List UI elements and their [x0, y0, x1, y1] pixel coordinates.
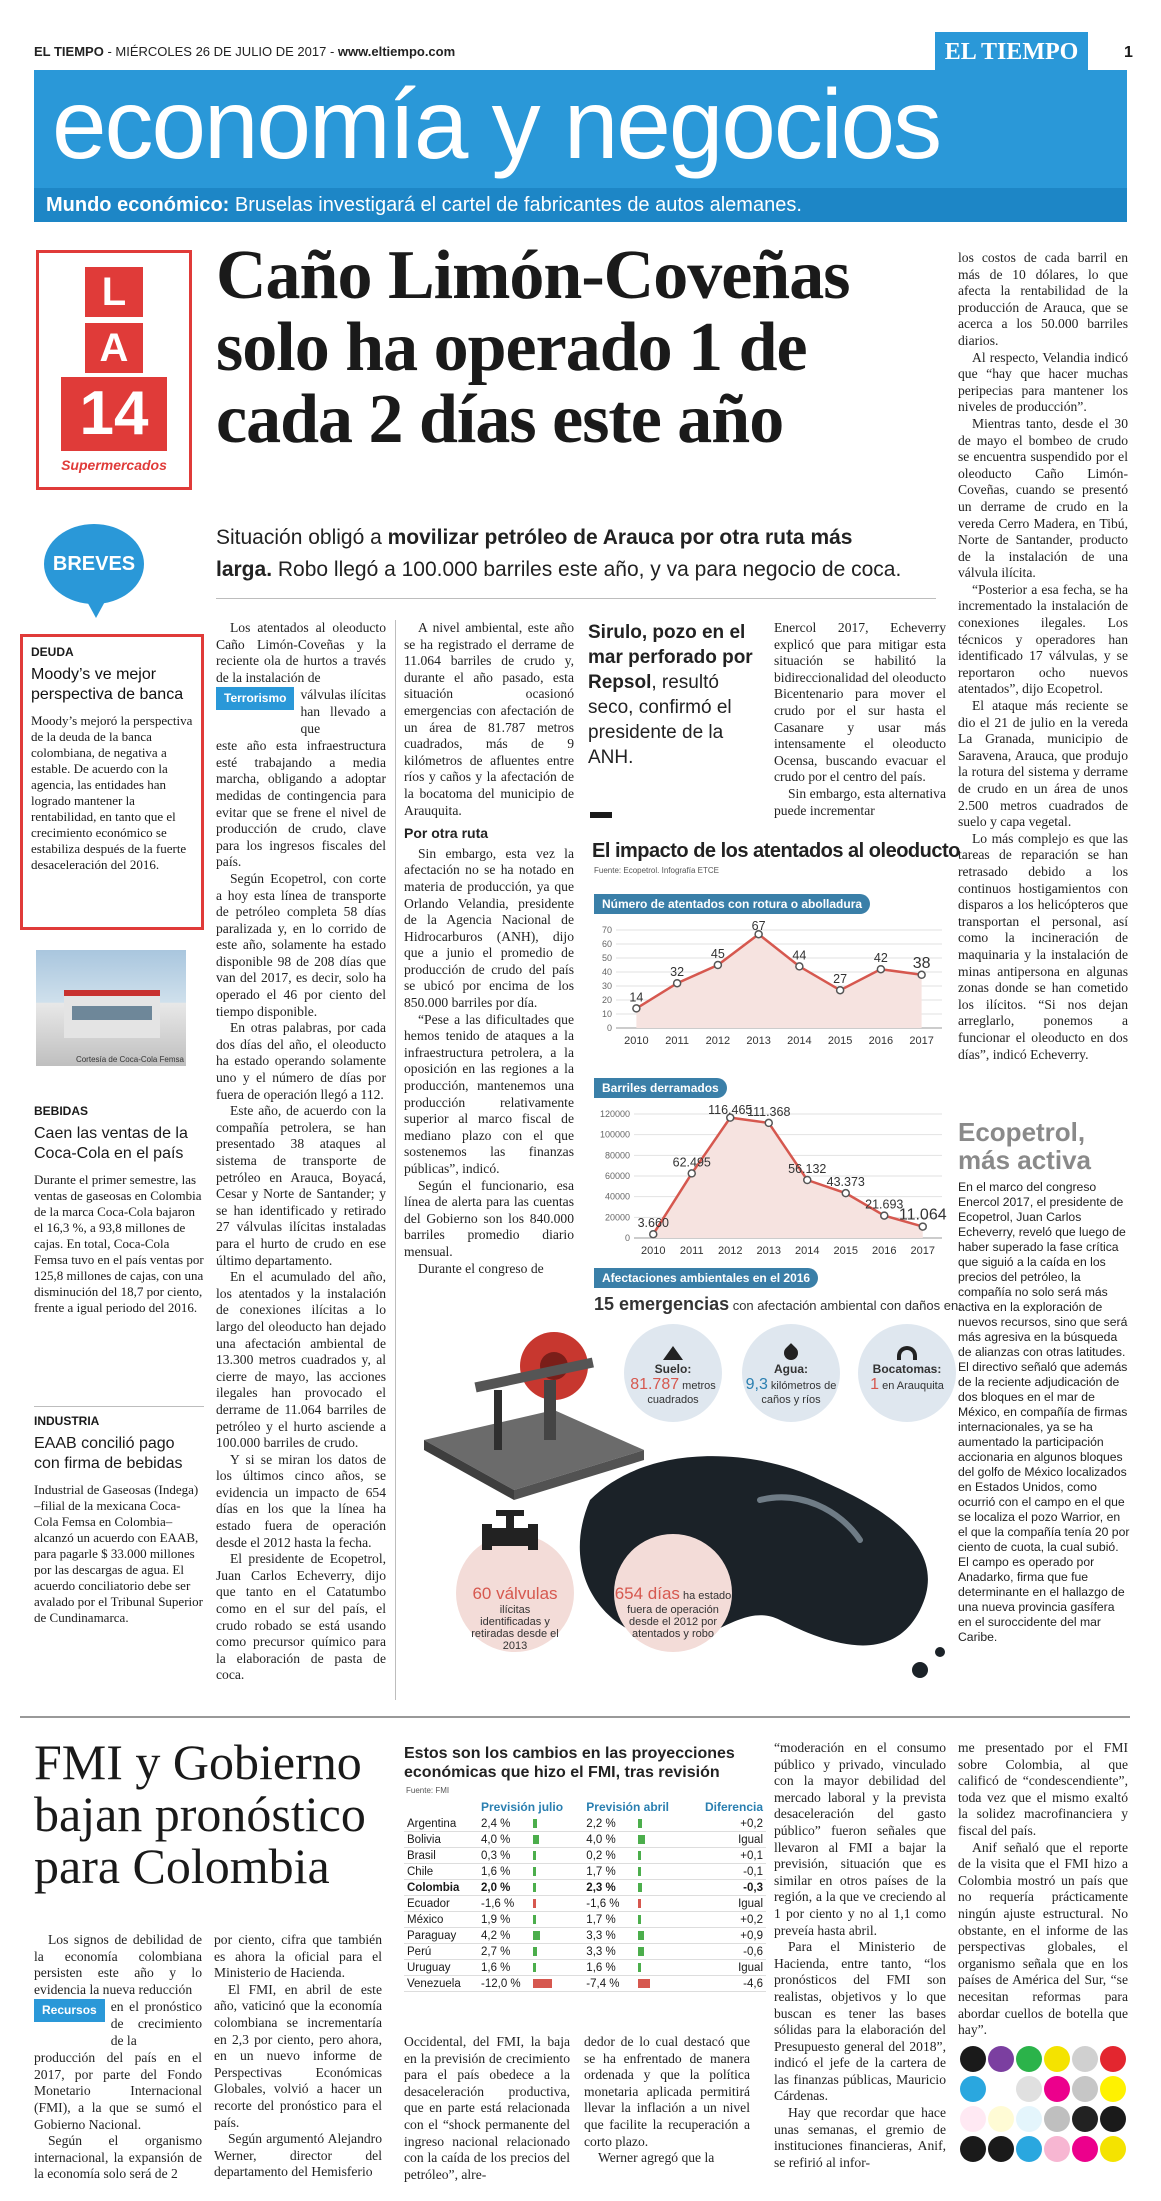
infographic-title: El impacto de los atentados al oleoducto — [592, 840, 960, 862]
value-cell: 0,2 % — [583, 1848, 689, 1864]
data-label: 42 — [873, 951, 888, 966]
breve-title: Moody’s ve mejor perspectiva de banca — [31, 666, 184, 703]
oil-spill-illustration — [560, 1440, 950, 1690]
fmi-headline-2: bajan pronóstico — [34, 1786, 366, 1842]
value-cell: 1,6 % — [583, 1960, 689, 1976]
paragraph: Enercol 2017, Echeverry explicó que para mitigar esta situación se habilitó la bidireccionalidad del oleoducto Bicentenario para mover el crudo por el sur hasta el Casanare y usar más intensamente el oleoducto Ocensa, buscando evacuar el crudo por el centro del país. — [774, 620, 946, 785]
env-count: 15 emergencias — [594, 1294, 730, 1314]
value-cell: -1,6 % — [478, 1896, 583, 1912]
masthead-site[interactable]: www.eltiempo.com — [337, 44, 456, 59]
country-cell: Ecuador — [404, 1896, 478, 1912]
deck-part-b: movilizar petróleo de Arauca por otra ruta más — [387, 526, 853, 549]
country-cell: Paraguay — [404, 1928, 478, 1944]
x-tick-label: 2017 — [910, 1245, 935, 1257]
value-cell: 1,9 % — [478, 1912, 583, 1928]
paragraph: Para el Ministerio de Hacienda, entre tanto, “los pronósticos del FMI son realistas, objetivos y lo que buscan es tener las bases sólidas para la elaboración del Presupuesto general del 2018”, indicó el jefe de la cartera de las finanzas públicas, Mauricio Cárdenas. — [774, 1939, 946, 2104]
paragraph: Sin embargo, esta vez la afectación no se ha notado en materia de producción, ya que Orlando Velandia, presidente de la Agencia Nacional de Hidrocarburos (ANH), dijo que a junio el promedio de producción de crudo del país se ubicó por encima de los 850.000 barriles por día. — [404, 845, 574, 1011]
pipe-icon — [897, 1346, 917, 1360]
value-bar — [533, 1915, 536, 1924]
country-cell: México — [404, 1912, 478, 1928]
table-header — [404, 1798, 478, 1816]
value-bar — [533, 1899, 536, 1908]
x-tick-label: 2015 — [827, 1035, 853, 1047]
data-point — [918, 971, 925, 978]
value-cell: 2,2 % — [583, 1816, 689, 1832]
data-label: 14 — [629, 990, 644, 1005]
country-cell: Chile — [404, 1864, 478, 1880]
data-label: 67 — [751, 920, 766, 933]
valve-icon — [480, 1510, 540, 1566]
water-drop-icon — [781, 1343, 801, 1363]
subhead-otra-ruta: Por otra ruta — [404, 825, 489, 842]
value-cell: 4,0 % — [583, 1832, 689, 1848]
breves-item-deuda[interactable] — [20, 634, 204, 930]
value-bar — [638, 1931, 643, 1940]
y-tick-label: 60 — [601, 939, 612, 949]
x-tick-label: 2016 — [868, 1035, 894, 1047]
la14-number: 14 — [61, 377, 167, 451]
breves-item-bebidas[interactable] — [34, 1104, 204, 1316]
y-tick-label: 40 — [601, 967, 612, 977]
table-row — [404, 1912, 766, 1928]
y-tick-label: 0 — [624, 1233, 630, 1243]
la14-ad[interactable] — [36, 250, 192, 490]
data-label: 43.373 — [826, 1175, 865, 1190]
paragraph: Durante el congreso de — [418, 1260, 544, 1276]
value-cell: 1,6 % — [478, 1960, 583, 1976]
value-cell: 1,6 % — [478, 1864, 583, 1880]
fmi-column-5 — [958, 1740, 1128, 2039]
coca-cola-photo — [36, 950, 186, 1066]
value-cell: -12,0 % — [478, 1976, 583, 1992]
value-bar — [638, 1979, 650, 1988]
value-cell: Igual — [689, 1896, 766, 1912]
y-tick-label: 10 — [601, 1009, 612, 1019]
breve-text: Durante el primer semestre, las ventas de gaseosas en Colombia de la marca Coca-Cola bajaron el 16,3 %, a 93,8 millones de cajas. En total, Coca-Cola Femsa tuvo en el país ventas por 125,8 millones de cajas, con una disminución del 18,7 por ciento, frente a igual periodo del 2016. — [34, 1172, 204, 1315]
value-cell: +0,2 — [689, 1816, 766, 1832]
country-cell: Bolivia — [404, 1832, 478, 1848]
country-cell: Venezuela — [404, 1976, 478, 1992]
value-cell: 2,7 % — [478, 1944, 583, 1960]
valvulas-stat — [456, 1584, 574, 1652]
page-number: 1 — [1124, 44, 1133, 61]
tag-terrorismo[interactable]: Terrorismo — [216, 687, 294, 710]
value-cell: +0,2 — [689, 1912, 766, 1928]
value-cell: 2,4 % — [478, 1816, 583, 1832]
bocatoma-title: Bocatomas: — [872, 1362, 942, 1376]
paragraph: “Pese a las dificultades que hemos tenido de ataques a la infraestructura petrolera, a la oposición en las regiones a la producción, mantenemos una producción relativamente superior al marco fiscal de mediano plazo con el que sostenemos las finanzas públicas”, indicó. — [404, 1011, 574, 1176]
x-tick-label: 2012 — [718, 1245, 743, 1257]
value-cell: +0,9 — [689, 1928, 766, 1944]
main-column-2 — [404, 620, 574, 1277]
table-row — [404, 1976, 766, 1992]
table-row — [404, 1896, 766, 1912]
paragraph: Occidental, del FMI, la baja en la previsión de crecimiento para el país obedece a la desaceleración productiva, que en parte está relacionada con el “shock permanente del ingreso nacional relacionado con la caída de los precios del petróleo”, alre- — [404, 2034, 570, 2182]
masthead-date: - MIÉRCOLES 26 DE JULIO DE 2017 - — [103, 44, 338, 59]
paragraph: A nivel ambiental, este año se ha registrado el derrame de 11.064 barriles de crudo y, durante el año pasado, esta situación ocasionó emergencias con afectación de un área de 81.787 metros cuadrados, más de 9 kilómetros de afluentes entre ríos y caños y la afectación de la bocatoma del municipio de Arauquita. — [404, 620, 574, 818]
value-bar — [533, 1963, 536, 1972]
data-label: 38 — [912, 954, 931, 972]
paragraph: en el pronóstico de crecimiento de la — [110, 1999, 202, 2048]
country-cell: Brasil — [404, 1848, 478, 1864]
y-tick-label: 20000 — [604, 1212, 630, 1223]
x-tick-label: 2013 — [756, 1245, 781, 1257]
agua-value: 9,3 — [745, 1376, 768, 1393]
color-registration-marks — [956, 2046, 1134, 2196]
subline-text[interactable]: Bruselas investigará el cartel de fabricantes de autos alemanes. — [234, 194, 802, 216]
x-tick-label: 2012 — [705, 1035, 731, 1047]
data-label: 27 — [833, 972, 848, 987]
data-point — [688, 1170, 695, 1177]
value-bar — [533, 1947, 537, 1956]
paragraph: Anif señaló que el reporte de la visita que el FMI hizo a Colombia mostró un país que no requería prácticamente ningún ajuste estructural. No obstante, en el informe de las perspectivas globales, el organismo señala que en los países de América del Sur, “se necesitan reformas para abordar cuellos de botella que hay”. — [958, 1839, 1128, 2038]
section-divider — [20, 1716, 1130, 1718]
value-cell: 2,0 % — [478, 1880, 583, 1896]
y-tick-label: 80000 — [604, 1150, 630, 1161]
suelo-icon — [663, 1346, 683, 1360]
data-label: 62.495 — [672, 1155, 711, 1170]
fmi-table — [404, 1798, 766, 1992]
chart1-label: Número de atentados con rotura o abolladura — [594, 894, 870, 914]
data-label: 3.660 — [637, 1216, 669, 1231]
tag-recursos[interactable]: Recursos — [34, 1999, 105, 2022]
x-tick-label: 2010 — [624, 1035, 649, 1047]
y-tick-label: 30 — [601, 981, 612, 991]
breves-badge-tail — [84, 596, 108, 618]
value-cell: -0,6 — [689, 1944, 766, 1960]
paragraph: Según Ecopetrol, con corte a hoy esta línea de transporte de petróleo completa 58 días paralizada y, en lo corrido de este año, solamente ha estado disponible 98 de 208 días que van del 2017, es decir, solo ha operado el 46 por ciento del tiempo disponible. — [216, 870, 386, 1019]
value-cell: -0,1 — [689, 1864, 766, 1880]
y-tick-label: 60000 — [604, 1171, 630, 1181]
paragraph: Y si se miran los datos de los últimos cinco años, se evidencia un impacto de 654 días en los que la línea ha estado fuera de operación desde el 2012 hasta la fecha. — [216, 1451, 386, 1550]
x-tick-label: 2010 — [641, 1245, 666, 1257]
headline-line-1: Caño Limón-Coveñas — [216, 237, 850, 314]
fmi-column-2 — [214, 1932, 382, 2181]
data-label: 111.368 — [747, 1104, 791, 1119]
table-header: Previsión abril — [586, 1800, 669, 1814]
value-cell: Igual — [689, 1960, 766, 1976]
y-tick-label: 70 — [601, 925, 612, 935]
valvulas-unit: ilícitas identificadas y retiradas desde el 2013 — [471, 1604, 559, 1652]
value-cell: -7,4 % — [583, 1976, 689, 1992]
section-subline — [34, 188, 1127, 222]
series-area — [653, 1118, 923, 1238]
paragraph: “Posterior a esa fecha, se ha incrementado la instalación de conexiones ilegales. Los técnicos y operadores han identificado 17 válvulas, y se reportaron ocho nuevos atentados”, dijo Ecopetrol. — [958, 581, 1128, 697]
breve-text: Moody’s mejoró la perspectiva de la deuda de la banca colombiana, de negativa a estable. De acuerdo con la agencia, las entidades han logrado mantener la rentabilidad, en tanto que el crecimiento económico se estabiliza después de la fuerte desaceleración del 2016. — [31, 713, 193, 872]
infographic-source: Fuente: Ecopetrol. Infografía ETCE — [594, 866, 719, 875]
paragraph: me presentado por el FMI sobre Colombia, al que calificó de “condescendiente”, toda vez que el mismo exaltó la solidez macrofinanciera y fiscal del país. — [958, 1740, 1128, 1838]
value-cell: 1,7 % — [583, 1912, 689, 1928]
chart2-label: Barriles derramados — [594, 1078, 727, 1098]
fmi-table-title: Estos son los cambios en las proyecciones económicas que hizo el FMI, tras revisión — [404, 1745, 735, 1781]
data-point — [877, 966, 884, 973]
paragraph: los costos de cada barril en más de 10 dólares, lo que afecta la rentabilidad de la producción de Arauca, que se acerca a los 50.000 barriles diarios. — [958, 250, 1128, 348]
data-point — [837, 987, 844, 994]
valvulas-value: 60 válvulas — [472, 1584, 558, 1603]
paragraph: Lo más complejo es que las tareas de reparación se han retrasado debido a los continuos hostigamientos con disparos a los helicópteros que transportan el personal, así como la incineración de maquinaria y la instalación de minas antipersona en algunas zonas donde se han cometido los ilícitos. “Si nos dejan arreglarlo, ponemos a funcionar el oleoducto en dos días”, indicó Echeverry. — [958, 830, 1128, 1062]
country-cell: Perú — [404, 1944, 478, 1960]
value-bar — [533, 1979, 552, 1988]
value-bar — [638, 1819, 642, 1828]
chart-atentados — [594, 920, 950, 1050]
value-cell: -1,6 % — [583, 1896, 689, 1912]
paragraph: El FMI, en abril de este año, vaticinó que la economía colombiana se incrementaría en 2,3 por ciento, pero ahora, en un nuevo informe de Perspectivas Económicas Globales, volvió a hacer un recorte del pronóstico para el país. — [214, 1981, 382, 2130]
x-tick-label: 2015 — [833, 1245, 858, 1257]
paragraph: Según el organismo internacional, la expansión de la economía solo será de 2 — [34, 2133, 202, 2182]
x-tick-label: 2016 — [872, 1245, 897, 1257]
headline-line-3: cada 2 días este año — [216, 381, 784, 458]
table-row — [404, 1944, 766, 1960]
x-tick-label: 2014 — [787, 1035, 812, 1047]
agua-stat — [742, 1346, 840, 1406]
x-tick-label: 2013 — [746, 1035, 771, 1047]
breve-category: BEBIDAS — [34, 1104, 89, 1118]
la14-letter-a: A — [85, 323, 143, 373]
paragraph: este año esta infraestructura esté trabajando a media marcha, obligando a adoptar medidas de contingencia para evitar que se frene el nivel de producción de crudo, clave para los ingresos fiscales del país. — [216, 738, 386, 870]
paragraph: Al respecto, Velandia indicó que “hay que hacer muchas peripecias para mantener los niveles de producción”. — [958, 349, 1128, 415]
value-cell: 2,3 % — [583, 1880, 689, 1896]
deck-rule — [216, 598, 936, 599]
value-bar — [638, 1915, 641, 1924]
y-tick-label: 100000 — [599, 1129, 630, 1140]
value-bar — [533, 1867, 536, 1876]
data-point — [633, 1005, 640, 1012]
x-tick-label: 2014 — [795, 1245, 820, 1257]
photo-credit: Cortesía de Coca-Cola Femsa — [75, 1055, 184, 1064]
table-row — [404, 1832, 766, 1848]
paragraph: Según el funcionario, esa línea de alerta para las cuentas del Gobierno son los 840.000 barriles promedio diario mensual. — [404, 1177, 574, 1259]
value-bar — [638, 1883, 642, 1892]
paragraph: El ataque más reciente se dio el 21 de julio en la vereda La Granada, municipio de Saravena, Arauca, que produjo la rotura del sistema y derrame de crudo en un área de unos 2.500 metros cuadrados de suelo y capa vegetal. — [958, 698, 1128, 830]
data-point — [714, 962, 721, 969]
data-point — [765, 1119, 772, 1126]
y-tick-label: 120000 — [599, 1109, 630, 1119]
fmi-column-3 — [404, 2034, 750, 2194]
breves-item-industria[interactable] — [34, 1414, 204, 1626]
breve-text: Industrial de Gaseosas (Indega) –filial de la mexicana Coca- Cola Femsa en Colombia– alcanzó un acuerdo con EAAB, para pagarle $ 33.000 millones por las descargas de agua. El acuerdo conciliatorio debe ser avalado por el Tribunal Superior de Cundinamarca. — [34, 1482, 203, 1625]
table-header-row — [404, 1798, 766, 1816]
y-tick-label: 0 — [606, 1023, 612, 1033]
data-label: 11.064 — [898, 1206, 947, 1224]
bocatoma-unit: en Arauquita — [879, 1380, 944, 1392]
breves-badge: BREVES — [44, 524, 144, 604]
paragraph: por ciento, cifra que también es ahora la oficial para el Ministerio de Hacienda. — [214, 1932, 382, 1981]
sirulo-callout — [588, 620, 768, 770]
country-cell: Uruguay — [404, 1960, 478, 1976]
y-tick-label: 50 — [601, 953, 612, 963]
x-tick-label: 2011 — [665, 1035, 689, 1047]
table-row — [404, 1880, 766, 1896]
fmi-table-source: Fuente: FMI — [406, 1786, 450, 1795]
callout-dash — [590, 812, 612, 818]
fmi-column-4 — [774, 1740, 946, 2171]
data-point — [804, 1176, 811, 1183]
ecopetrol-title-a: Ecopetrol, — [958, 1117, 1086, 1147]
x-tick-label: 2017 — [909, 1035, 934, 1047]
breve-category: DEUDA — [31, 645, 74, 659]
data-point — [796, 963, 803, 970]
breve-title: Caen las ventas de la Coca-Cola en el país — [34, 1125, 188, 1162]
value-cell: Igual — [689, 1832, 766, 1848]
value-bar — [638, 1947, 643, 1956]
table-header: Diferencia — [704, 1800, 763, 1814]
paragraph: Según argumentó Alejandro Werner, director del departamento del Hemisferio — [214, 2131, 382, 2180]
value-cell: 0,3 % — [478, 1848, 583, 1864]
value-cell: -4,6 — [689, 1976, 766, 1992]
agua-unit: kilómetros de caños y ríos — [761, 1380, 837, 1406]
data-label: 44 — [792, 948, 807, 963]
main-column-5 — [958, 250, 1128, 1063]
bocatoma-stat — [858, 1346, 956, 1394]
table-row — [404, 1864, 766, 1880]
data-point — [650, 1231, 657, 1238]
la14-brand: Supermercados — [61, 457, 167, 473]
fmi-headline-1: FMI y Gobierno — [34, 1734, 362, 1790]
dias-unit: ha estado fuera de operación desde el 2012 por atentados y robo — [627, 1590, 732, 1640]
ecopetrol-title-b: más activa — [958, 1145, 1091, 1175]
masthead-brand: EL TIEMPO — [34, 44, 104, 59]
paragraph: dedor de lo cual destacó que se ha enfrentado de manera ordenada y que la política monetaria aplicada permitirá llevar la inflación a un nivel que facilite la recuperación a corto plazo. — [584, 2034, 750, 2149]
data-label: 56.132 — [788, 1161, 827, 1176]
value-bar — [533, 1851, 536, 1860]
value-cell: 3,3 % — [583, 1944, 689, 1960]
section-title: economía y negocios — [52, 69, 941, 179]
callout-text: , resultó seco, confirmó el presidente de la ANH. — [588, 672, 732, 768]
column-rule — [395, 620, 396, 1700]
value-bar — [533, 1931, 540, 1940]
main-column-1 — [216, 620, 386, 1684]
y-tick-label: 40000 — [604, 1191, 630, 1202]
data-label: 21.693 — [865, 1197, 904, 1212]
deck-part-d: Robo llegó a 100.000 barriles este año, y va para negocio de coca. — [272, 558, 902, 581]
deck-part-c: larga. — [216, 558, 273, 581]
table-row — [404, 1928, 766, 1944]
paragraph: En el acumulado del año, los atentados y la instalación de conexiones ilícitas a lo largo del oleoducto han dejado una afectación ambiental de 13.300 metros cuadrados y, al cierre de mayo, las acciones ilegales han provocado el derrame de 11.064 barriles de petróleo y el hurto asciende a 100.000 barriles de crudo. — [216, 1269, 386, 1451]
agua-title: Agua: — [774, 1362, 808, 1376]
value-cell: 4,2 % — [478, 1928, 583, 1944]
masthead-logo[interactable]: EL TIEMPO — [935, 32, 1088, 72]
bocatoma-value: 1 — [870, 1376, 880, 1393]
callout-bold: Sirulo, pozo en el mar perforado por Repsol — [588, 622, 753, 693]
data-label: 32 — [670, 965, 685, 980]
value-bar — [533, 1883, 536, 1892]
suelo-value: 81.787 — [630, 1376, 680, 1393]
value-bar — [533, 1835, 539, 1844]
main-deck — [216, 522, 936, 586]
ecopetrol-box — [958, 1118, 1130, 1645]
suelo-stat — [624, 1346, 722, 1406]
paragraph: “moderación en el consumo público y privado, vinculado con la mayor debilidad del mercado laboral y la prevista desaceleración del gasto público” fueron señales que llevaron al FMI a bajar la previsión, situación que es similar en otros países de la región, a la que ve creciendo al 1 por ciento y no al 1,1 como preveía hasta abril. — [774, 1740, 946, 1938]
table-row — [404, 1848, 766, 1864]
deck-part-a: Situación obligó a — [216, 526, 388, 549]
value-cell: 3,3 % — [583, 1928, 689, 1944]
value-bar — [638, 1835, 644, 1844]
value-bar — [638, 1963, 641, 1972]
paragraph: Este año, de acuerdo con la compañía petrolera, se han presentado 38 ataques al sistema de transporte de petróleo en Arauca, Boyacá, Cesar y Norte de Santander; y se han identificado y retirado 27 válvulas ilícitas instaladas para el hurto de crudo en ese último departamento. — [216, 1103, 386, 1268]
value-bar — [638, 1899, 641, 1908]
main-headline — [216, 237, 976, 458]
main-column-4 — [774, 620, 946, 819]
env-text: con afectación ambiental con daños en: — [729, 1298, 962, 1313]
table-row — [404, 1816, 766, 1832]
headline-line-2: solo ha operado 1 de — [216, 309, 807, 386]
dias-stat — [614, 1584, 732, 1640]
data-point — [842, 1190, 849, 1197]
value-cell: +0,1 — [689, 1848, 766, 1864]
fmi-headline — [34, 1736, 394, 1892]
paragraph: Hay que recordar que hace unas semanas, el gremio de instituciones financieras, Anif, se refirió al infor- — [774, 2105, 946, 2170]
data-point — [919, 1223, 926, 1230]
fmi-table-wrap — [404, 1798, 766, 1992]
paragraph: válvulas ilícitas han llevado a que — [300, 687, 386, 736]
data-point — [674, 980, 681, 987]
table-header: Previsión julio — [481, 1800, 564, 1814]
breve-title: EAAB concilió pago con firma de bebidas — [34, 1435, 183, 1472]
building-window-band — [72, 1006, 152, 1020]
dias-value: 654 días — [614, 1584, 680, 1603]
paragraph: El presidente de Ecopetrol, Juan Carlos Echeverry, dijo que tanto en el Catatumbo como en el sur del país, el crudo robado se está usando como precursor químico para la elaboración de pasta de coca. — [216, 1551, 386, 1683]
suelo-unit: metros cuadrados — [647, 1380, 716, 1406]
paragraph: En otras palabras, por cada dos días del año, el oleoducto ha estado operando solamente uno y el número de días por fuera de operación llegó a 112. — [216, 1020, 386, 1102]
data-label: 116.465 — [708, 1104, 753, 1117]
paragraph: Mientras tanto, desde el 30 de mayo el bombeo de crudo se encuentra suspendido por el oleoducto Caño Limón-Coveñas, cuando se presentó un derrame de crudo en la vereda Cerro Madera, en Tibú, Norte de Santander, producto de la instalación de una válvula ilícita. — [958, 415, 1128, 581]
chart-barriles — [594, 1104, 950, 1260]
y-tick-label: 20 — [601, 995, 612, 1005]
country-cell: Colombia — [404, 1880, 478, 1896]
value-bar — [638, 1867, 641, 1876]
paragraph: Los signos de debilidad de la economía colombiana persisten este año y lo evidencia la nueva reducción — [34, 1932, 202, 1997]
value-cell: -0,3 — [689, 1880, 766, 1896]
breve-category: INDUSTRIA — [34, 1414, 100, 1428]
value-cell: 1,7 % — [583, 1864, 689, 1880]
paragraph: Los atentados al oleoducto Caño Limón-Coveñas y la reciente ola de hurtos a través de la instalación de — [216, 620, 386, 685]
subline-label: Mundo económico: — [46, 194, 230, 216]
paragraph: Werner agregó que la — [598, 2150, 715, 2166]
country-cell: Argentina — [404, 1816, 478, 1832]
breves-divider — [34, 1406, 204, 1407]
x-tick-label: 2011 — [679, 1245, 704, 1257]
suelo-title: Suelo: — [654, 1362, 692, 1376]
data-label: 45 — [710, 947, 725, 961]
value-cell: 4,0 % — [478, 1832, 583, 1848]
fmi-column-1 — [34, 1932, 202, 2183]
value-bar — [638, 1851, 641, 1860]
ecopetrol-text: En el marco del congreso Enercol 2017, el presidente de Ecopetrol, Juan Carlos Echeverry, reveló que luego de haber superado la fase crítica que siguió a la caída en los precios del petróleo, la compañía no solo será más activa en la exploración de nuevos recursos, sino que será más agresiva en la búsqueda de alianzas con otras latitudes. El directivo señaló que además de la reciente adjudicación de dos bloques en el mar de México, en compañía de firmas internacionales, ya se ha aumentado la participación accionaria en algunos bloques del golfo de México localizados en Estados Unidos, como ocurrió con el campo en el que se localiza el pozo Warrior, en el que la compañía tenía 20 por ciento de cuota, la cual subió. El campo es operado por Anadarko, firma que fue determinante en el hallazgo de una nueva provincia gasífera en el suroccidente del mar Caribe. — [958, 1180, 1130, 1644]
data-point — [881, 1212, 888, 1219]
table-row — [404, 1960, 766, 1976]
paragraph: Sin embargo, esta alternativa puede incrementar — [774, 785, 946, 818]
la14-letter-l: L — [85, 267, 143, 317]
fmi-headline-3: para Colombia — [34, 1838, 330, 1894]
env-label: Afectaciones ambientales en el 2016 — [594, 1268, 818, 1288]
paragraph: producción del país en el 2017, por parte del Fondo Monetario Internacional (FMI), a la que se sumó el Gobierno Nacional. — [34, 2050, 202, 2132]
value-bar — [533, 1819, 537, 1828]
